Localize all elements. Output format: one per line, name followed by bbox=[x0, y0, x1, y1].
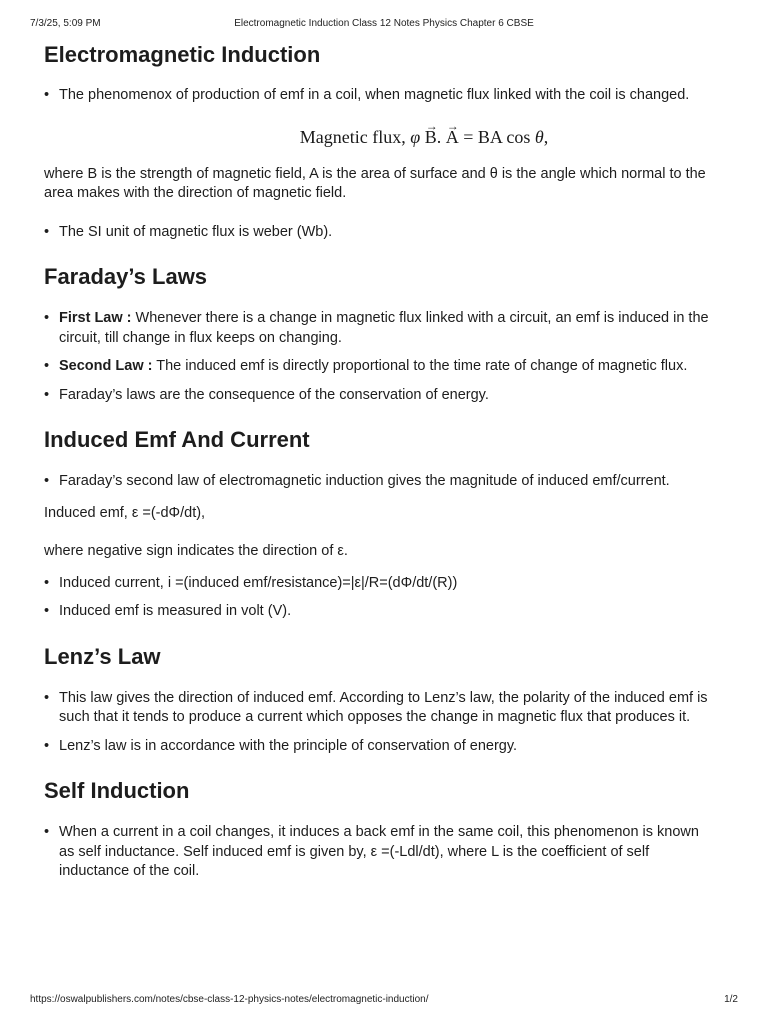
formula-phi: φ bbox=[410, 126, 421, 147]
list-item: • When a current in a coil changes, it induces a back emf in the same coil, this phenomenon is known as self inductance. Self induced emf is given by, ε =(-Ldl/dt), where L is the coefficient of self inductance of the coil. bbox=[44, 823, 714, 882]
heading-self-induction: Self Induction bbox=[44, 778, 190, 803]
self-induction-list bbox=[44, 823, 714, 882]
induced-emf-formula: Induced emf, ε =(-dΦ/dt), bbox=[44, 504, 206, 521]
heading-lenzs-law: Lenz’s Law bbox=[44, 643, 161, 669]
formula-theta: θ bbox=[534, 126, 544, 147]
list-item: • This law gives the direction of induced emf. According to Lenz’s law, the polarity of the induced emf is such that it tends to produce a current which opposes the change in magnetic flux that produces it. bbox=[44, 689, 714, 728]
article-content bbox=[44, 40, 714, 882]
formula-dot: . bbox=[436, 126, 446, 147]
list-item: • Faraday’s second law of electromagnetic induction gives the magnitude of induced emf/current. bbox=[44, 472, 714, 492]
list-item: • Induced current, i =(induced emf/resistance)=|ε|/R=(dΦ/dt/(R)) bbox=[44, 574, 714, 594]
list-item: • Faraday’s laws are the consequence of the conservation of energy. bbox=[44, 386, 714, 406]
magnetic-flux-formula bbox=[44, 125, 714, 149]
em-induction-list bbox=[44, 86, 714, 106]
print-datetime: 7/3/25, 5:09 PM bbox=[30, 18, 101, 29]
print-footer bbox=[30, 994, 738, 1010]
negative-sign-note: where negative sign indicates the direction of ε. bbox=[44, 543, 348, 559]
heading-faradays-laws: Faraday’s Laws bbox=[44, 264, 208, 289]
list-item bbox=[44, 309, 714, 348]
formula-vector-a: → A bbox=[446, 125, 459, 149]
formula-vector-b: → B bbox=[425, 125, 437, 149]
flux-explanation: where B is the strength of magnetic field, A is the area of surface and θ is the angle which normal to the area makes with the direction of magnetic field. bbox=[44, 165, 706, 201]
faraday-list bbox=[44, 309, 714, 405]
second-law-text: The induced emf is directly proportional to the time rate of change of magnetic flux. bbox=[152, 358, 688, 374]
em-induction-list-2 bbox=[44, 223, 714, 243]
formula-rest: = BA cos bbox=[458, 126, 535, 147]
list-item: • Induced emf is measured in volt (V). bbox=[44, 602, 714, 622]
print-page-count: 1/2 bbox=[724, 994, 738, 1005]
list-item: • The phenomenox of production of emf in a coil, when magnetic flux linked with the coil is changed. bbox=[44, 86, 714, 106]
formula-prefix: Magnetic flux, bbox=[299, 126, 411, 147]
first-law-text: Whenever there is a change in magnetic flux linked with a circuit, an emf is induced in the circuit, till change in flux keeps on changing. bbox=[59, 310, 709, 346]
induced-list bbox=[44, 472, 714, 492]
first-law-label: First Law : bbox=[59, 310, 132, 326]
print-url: https://oswalpublishers.com/notes/cbse-class-12-physics-notes/electromagnetic-induction/ bbox=[30, 994, 429, 1005]
lenz-list bbox=[44, 689, 714, 757]
formula-end: , bbox=[543, 126, 549, 147]
list-item bbox=[44, 357, 714, 377]
print-header bbox=[30, 18, 738, 34]
list-item: • Lenz’s law is in accordance with the principle of conservation of energy. bbox=[44, 737, 714, 757]
list-item: • The SI unit of magnetic flux is weber (Wb). bbox=[44, 223, 714, 243]
second-law-label: Second Law : bbox=[59, 358, 153, 374]
heading-electromagnetic-induction: Electromagnetic Induction bbox=[44, 42, 321, 67]
heading-induced-emf-and-current: Induced Emf And Current bbox=[44, 427, 310, 452]
induced-list-2 bbox=[44, 574, 714, 622]
print-page-title: Electromagnetic Induction Class 12 Notes Physics Chapter 6 CBSE bbox=[234, 18, 534, 29]
